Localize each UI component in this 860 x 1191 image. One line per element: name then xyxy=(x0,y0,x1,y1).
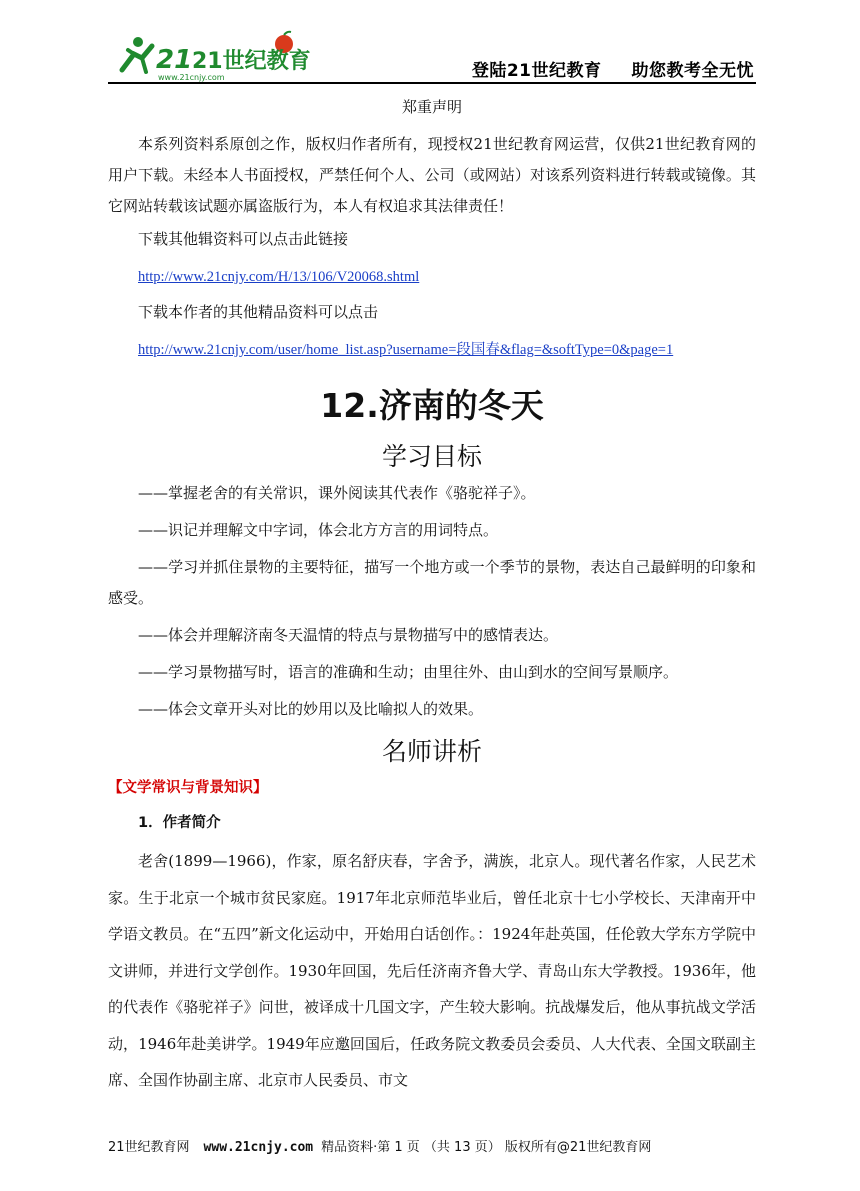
goal-item: ——学习并抓住景物的主要特征，描写一个地方或一个季节的景物，表达自己最鲜明的印象和感受。 xyxy=(108,558,756,607)
svg-text:21: 21 xyxy=(156,45,193,75)
footer-left: 21世纪教育网 xyxy=(108,1140,190,1155)
download-author-link[interactable]: http://www.21cnjy.com/user/home_list.asp?username=段国春&flag=&softType=0&page=1 xyxy=(138,342,674,358)
download-author-label: 下载本作者的其他精品资料可以点击 xyxy=(138,303,379,321)
logo-text: 21世纪教育 xyxy=(192,49,311,74)
footer-site[interactable]: www.21cnjy.com xyxy=(203,1140,314,1155)
slogan-right: 助您教考全无忧 xyxy=(631,61,754,81)
header-slogan xyxy=(472,56,754,81)
goal-item: ——学习景物描写时，语言的准确和生动；由里往外、由山到水的空间写景顺序。 xyxy=(138,663,679,681)
slogan-left: 登陆21世纪教育 xyxy=(471,61,602,81)
goal-item: ——掌握老舍的有关常识，课外阅读其代表作《骆驼祥子》。 xyxy=(138,484,536,502)
page-footer xyxy=(108,1136,756,1155)
header-divider xyxy=(108,82,756,84)
goals-heading: 学习目标 xyxy=(381,442,482,471)
download-other-link[interactable]: http://www.21cnjy.com/H/13/106/V20068.shtml xyxy=(138,269,420,285)
author-intro-heading: 1．作者简介 xyxy=(138,815,221,831)
footer-right: 精品资料·第 1 页 （共 13 页） 版权所有@21世纪教育网 xyxy=(321,1140,652,1155)
logo-graphic xyxy=(112,30,312,82)
goal-item: ——体会文章开头对比的妙用以及比喻拟人的效果。 xyxy=(138,700,484,718)
goal-item: ——识记并理解文中字词，体会北方方言的用词特点。 xyxy=(138,521,499,539)
download-other-label: 下载其他辑资料可以点击此链接 xyxy=(138,230,349,248)
logo-url: www.21cnjy.com xyxy=(158,73,225,82)
main-content xyxy=(108,92,756,1099)
article-title: 12.济南的冬天 xyxy=(320,386,544,425)
notice-paragraph: 本系列资料系原创之作，版权归作者所有，现授权21世纪教育网运营，仅供21世纪教育网的用户下载。未经本人书面授权，严禁任何个人、公司（或网站）对该系列资料进行转载或镜像。其它网站转载该试题亦属盗版行为，本人有权追求其法律责任！ xyxy=(108,135,756,215)
analysis-heading: 名师讲析 xyxy=(381,737,482,766)
background-label: 【文学常识与背景知识】 xyxy=(108,780,268,796)
goal-item: ——体会并理解济南冬天温情的特点与景物描写中的感情表达。 xyxy=(138,626,559,644)
notice-title: 郑重声明 xyxy=(401,98,462,116)
author-intro-paragraph: 老舍(1899—1966)，作家，原名舒庆春，字舍予，满族，北京人。现代著名作家，人民艺术家。生于北京一个城市贫民家庭。1917年北京师范毕业后，曾任北京十七小学校长、天津南开中学语文教员。在“五四”新文化运动中，开始用白话创作。：1924年赴英国，任伦敦大学东方学院中文讲师，并进行文学创作。1930年回国，先后任济南齐鲁大学、青岛山东大学教授。1936年，他的代表作《骆驼祥子》问世，被译成十几国文字，产生较大影响。抗战爆发后，他从事抗战文学活动，1946年赴美讲学。1949年应邀回国后，任政务院文教委员会委员、人大代表、全国文联副主席、全国作协副主席、北京市人民委员、市文 xyxy=(108,852,756,1089)
site-logo[interactable] xyxy=(112,30,312,82)
